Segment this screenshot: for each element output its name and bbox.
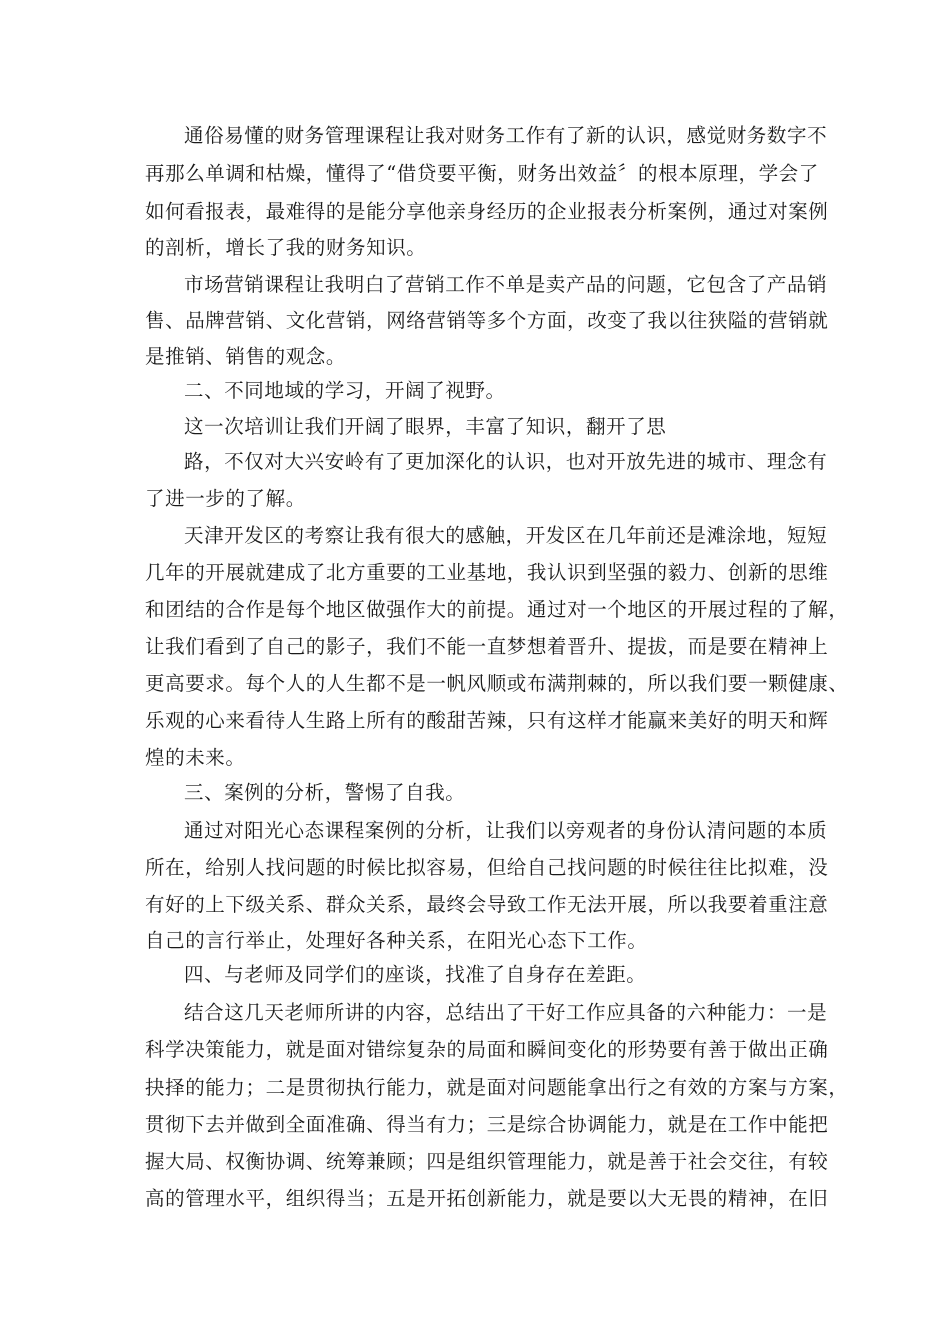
paragraph-line: 如何看报表，最难得的是能分享他亲身经历的企业报表分析案例，通过对案例 [145, 200, 829, 223]
paragraph-line: 科学决策能力，就是面对错综复杂的局面和瞬间变化的形势要有善于做出正确 [145, 1038, 829, 1061]
paragraph-line: 煌的未来。 [145, 746, 246, 769]
paragraph-line: 几年的开展就建成了北方重要的工业基地，我认识到坚强的毅力、创新的思维 [145, 561, 829, 584]
paragraph-line: 是推销、销售的观念。 [145, 345, 347, 368]
paragraph-line: 贯彻下去并做到全面准确、得当有力；三是综合协调能力，就是在工作中能把 [145, 1113, 829, 1136]
paragraph-line: 了进一步的了解。 [145, 487, 306, 510]
paragraph-line: 结合这几天老师所讲的内容，总结出了干好工作应具备的六种能力：一是 [184, 1001, 828, 1024]
paragraph-line: 天津开发区的考察让我有很大的感触，开发区在几年前还是滩涂地，短短 [184, 524, 828, 547]
paragraph-line: 有好的上下级关系、群众关系，最终会导致工作无法开展，所以我要着重注意 [145, 893, 829, 916]
paragraph-line: 市场营销课程让我明白了营销工作不单是卖产品的问题，它包含了产品销 [184, 273, 828, 296]
section-heading: 二、不同地域的学习，开阔了视野。 [184, 379, 506, 402]
paragraph-line: 再那么单调和枯燥，懂得了“借贷要平衡，财务出效益〞的根本原理，学会了 [145, 162, 819, 185]
paragraph-line: 乐观的心来看待人生路上所有的酸甜苦辣，只有这样才能赢来美好的明天和辉 [145, 709, 829, 732]
paragraph-line: 和团结的合作是每个地区做强作大的前提。通过对一个地区的开展过程的了解， [145, 598, 849, 621]
paragraph-line: 让我们看到了自己的影子，我们不能一直梦想着晋升、提拔，而是要在精神上 [145, 635, 829, 658]
paragraph-line: 路，不仅对大兴安岭有了更加深化的认识，也对开放先进的城市、理念有 [184, 450, 828, 473]
paragraph-line: 的剖析，增长了我的财务知识。 [145, 236, 427, 259]
paragraph-line: 高的管理水平，组织得当；五是开拓创新能力，就是要以大无畏的精神，在旧 [145, 1187, 829, 1210]
section-heading: 四、与老师及同学们的座谈，找准了自身存在差距。 [184, 963, 647, 986]
section-heading: 三、案例的分析，警惕了自我。 [184, 781, 466, 804]
paragraph-line: 更高要求。每个人的人生都不是一帆风顺或布满荆棘的，所以我们要一颗健康、 [145, 672, 849, 695]
paragraph-line: 通过对阳光心态课程案例的分析，让我们以旁观者的身份认清问题的本质 [184, 819, 828, 842]
paragraph-line: 售、品牌营销、文化营销，网络营销等多个方面，改变了我以往狭隘的营销就 [145, 309, 829, 332]
paragraph-line: 握大局、权衡协调、统筹兼顾；四是组织管理能力，就是善于社会交往，有较 [145, 1150, 829, 1173]
paragraph-line: 通俗易懂的财务管理课程让我对财务工作有了新的认识，感觉财务数字不 [184, 124, 828, 147]
paragraph-line: 自己的言行举止，处理好各种关系，在阳光心态下工作。 [145, 929, 648, 952]
paragraph-line: 所在，给别人找问题的时候比拟容易，但给自己找问题的时候往往比拟难，没 [145, 856, 829, 879]
paragraph-line: 抉择的能力；二是贯彻执行能力，就是面对问题能拿出行之有效的方案与方案， [145, 1076, 849, 1099]
paragraph-line: 这一次培训让我们开阔了眼界，丰富了知识，翻开了思 [184, 415, 667, 438]
